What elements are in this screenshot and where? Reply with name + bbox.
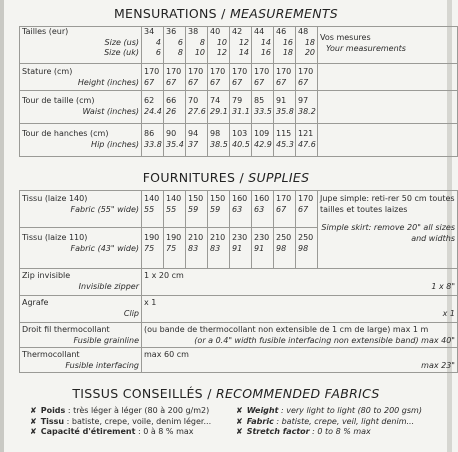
measurements-title-en: MEASUREMENTS (229, 6, 339, 21)
value-cell: 170 67 (208, 64, 230, 91)
list-item: ✘ Weight : very light to light (80 to 200 gsm) (236, 406, 422, 415)
row-label-en: Fusible interfacing (65, 360, 139, 370)
list-item: ✘ Tissu : batiste, crepe, voile, denim léger... (30, 416, 212, 426)
value-cell: 97 38.2 (296, 91, 318, 124)
interfacing-value: max 60 cm max 23" (142, 348, 458, 373)
page-edge-left (0, 0, 4, 452)
value-cell: 170 67 (186, 64, 208, 91)
sizes-label-cell (20, 27, 142, 64)
supplies-title (0, 170, 452, 185)
cross-icon: ✘ (236, 427, 243, 436)
row-label-en: Fabric (43" wide) (70, 243, 139, 253)
clip-row (20, 296, 458, 323)
value-cell: 150 59 (186, 191, 208, 228)
value-cell: 140 55 (142, 191, 164, 228)
value-cell: 150 59 (208, 191, 230, 228)
supplies-table (19, 190, 458, 373)
value-cell: 170 67 (252, 64, 274, 91)
title-separator: / (235, 170, 249, 185)
value-cell: 62 24.4 (142, 91, 164, 124)
fabrics-title (0, 386, 452, 401)
value-cell: 170 67 (274, 64, 296, 91)
cross-icon: ✘ (30, 427, 37, 436)
zip-value: 1 x 20 cm 1 x 8" (142, 269, 458, 296)
grainline-row (20, 323, 458, 348)
size-cell: 46 16 18 (274, 27, 296, 64)
value-cell: 190 75 (142, 228, 164, 269)
row-label-en: Height (inches) (77, 77, 139, 87)
row-label-fr: Agrafe (22, 298, 49, 307)
value-cell: 210 83 (208, 228, 230, 269)
fabrics-list-en (236, 406, 422, 438)
value-cell: 103 40.5 (230, 124, 252, 157)
value-cell: 170 67 (296, 64, 318, 91)
row-label-fr: Tissu (laize 110) (22, 233, 88, 242)
cross-icon: ✘ (236, 406, 243, 415)
size-cell: 48 18 20 (296, 27, 318, 64)
value-cell: 74 29.1 (208, 91, 230, 124)
value-cell: 70 27.6 (186, 91, 208, 124)
size-cell: 42 12 14 (230, 27, 252, 64)
clip-value: x 1 x 1 (142, 296, 458, 323)
value-cell: 66 26 (164, 91, 186, 124)
row-label-fr: Tour de hanches (cm) (22, 129, 109, 138)
title-separator: / (202, 386, 216, 401)
cross-icon: ✘ (30, 416, 37, 426)
row-label-fr: Tissu (laize 140) (22, 194, 88, 203)
row-label-fr: Zip invisible (22, 271, 71, 280)
size-cell: 40 10 12 (208, 27, 230, 64)
fabrics-list-fr (30, 406, 211, 438)
waist-row (20, 91, 458, 124)
value-cell: 98 38.5 (208, 124, 230, 157)
value-cell: 250 98 (296, 228, 318, 269)
value-cell: 79 31.1 (230, 91, 252, 124)
value-cell: 230 91 (252, 228, 274, 269)
size-cell: 38 8 10 (186, 27, 208, 64)
list-item: ✘ Capacité d'étirement : 0 à 8 % max (30, 427, 194, 436)
note-en: Simple skirt: remove 20" all sizes and widths (321, 223, 455, 243)
value-cell: 109 42.9 (252, 124, 274, 157)
sizes-label-uk: Size (uk) (104, 48, 139, 57)
supplies-title-en: SUPPLIES (248, 170, 310, 185)
value-cell: 160 63 (252, 191, 274, 228)
empty-cell (318, 64, 458, 91)
list-item: ✘ Fabric : batiste, crepe, veil, light denim... (236, 416, 415, 426)
note-en: Your measurements (326, 43, 406, 53)
measurements-table (19, 26, 458, 157)
value-cell: 170 67 (164, 64, 186, 91)
height-row (20, 64, 458, 91)
value-cell: 86 33.8 (142, 124, 164, 157)
cross-icon: ✘ (236, 416, 243, 426)
value-cell: 85 33.5 (252, 91, 274, 124)
title-separator: / (216, 6, 230, 21)
value-cell: 121 47.6 (296, 124, 318, 157)
measurements-title (0, 6, 452, 21)
list-item: ✘ Poids : très léger à léger (80 à 200 g/m2) (30, 406, 210, 415)
row-label-en: Hip (inches) (91, 139, 139, 149)
value-cell: 170 67 (296, 191, 318, 228)
value-cell: 230 91 (230, 228, 252, 269)
value-cell: 190 75 (164, 228, 186, 269)
fabrics-title-fr: TISSUS CONSEILLÉS (72, 386, 203, 401)
row-label-fr: Thermocollant (22, 350, 80, 359)
list-item: ✘ Stretch factor : 0 to 8 % max (236, 427, 371, 436)
sizes-label-us: Size (us) (104, 37, 139, 47)
value-cell: 250 98 (274, 228, 296, 269)
measurements-title-fr: MENSURATIONS (113, 6, 217, 21)
your-measurements-cell (318, 27, 458, 64)
row-label-en: Waist (inches) (82, 106, 139, 116)
note-fr: Jupe simple: reti-rer 50 cm toutes tailles et toutes laizes (320, 194, 455, 214)
size-cell: 36 6 8 (164, 27, 186, 64)
row-label-en: Fusible grainline (73, 335, 139, 345)
row-label-fr: Tour de taille (cm) (22, 96, 95, 105)
supplies-title-fr: FOURNITURES (142, 170, 236, 185)
note-fr: Vos mesures (320, 33, 371, 42)
sizes-row (20, 27, 458, 64)
zip-row (20, 269, 458, 296)
interfacing-row (20, 348, 458, 373)
value-cell: 170 67 (230, 64, 252, 91)
row-label-fr: Stature (cm) (22, 67, 73, 76)
size-cell: 34 4 6 (142, 27, 164, 64)
value-cell: 94 37 (186, 124, 208, 157)
hip-row (20, 124, 458, 157)
value-cell: 170 67 (142, 64, 164, 91)
size-cell: 44 14 16 (252, 27, 274, 64)
value-cell: 160 63 (230, 191, 252, 228)
cross-icon: ✘ (30, 406, 37, 415)
sizes-label-fr: Tailles (eur) (22, 27, 69, 36)
value-cell: 170 67 (274, 191, 296, 228)
row-label-en: Invisible zipper (78, 281, 139, 291)
fabrics-title-en: RECOMMENDED FABRICS (215, 386, 380, 401)
row-label-fr: Droit fil thermocollant (22, 325, 110, 334)
value-cell: 91 35.8 (274, 91, 296, 124)
fabric-140-row (20, 191, 458, 228)
grainline-value: (ou bande de thermocollant non extensible de 1 cm de large) max 1 m (or a 0.4" width fusible interfacing non extensible band) max 40" (142, 323, 458, 348)
value-cell: 90 35.4 (164, 124, 186, 157)
simple-skirt-note (318, 191, 458, 269)
value-cell: 115 45.3 (274, 124, 296, 157)
row-label-en: Fabric (55" wide) (70, 204, 139, 214)
value-cell: 210 83 (186, 228, 208, 269)
empty-cell (318, 91, 458, 124)
value-cell: 140 55 (164, 191, 186, 228)
row-label-en: Clip (123, 308, 139, 318)
empty-cell (318, 124, 458, 157)
